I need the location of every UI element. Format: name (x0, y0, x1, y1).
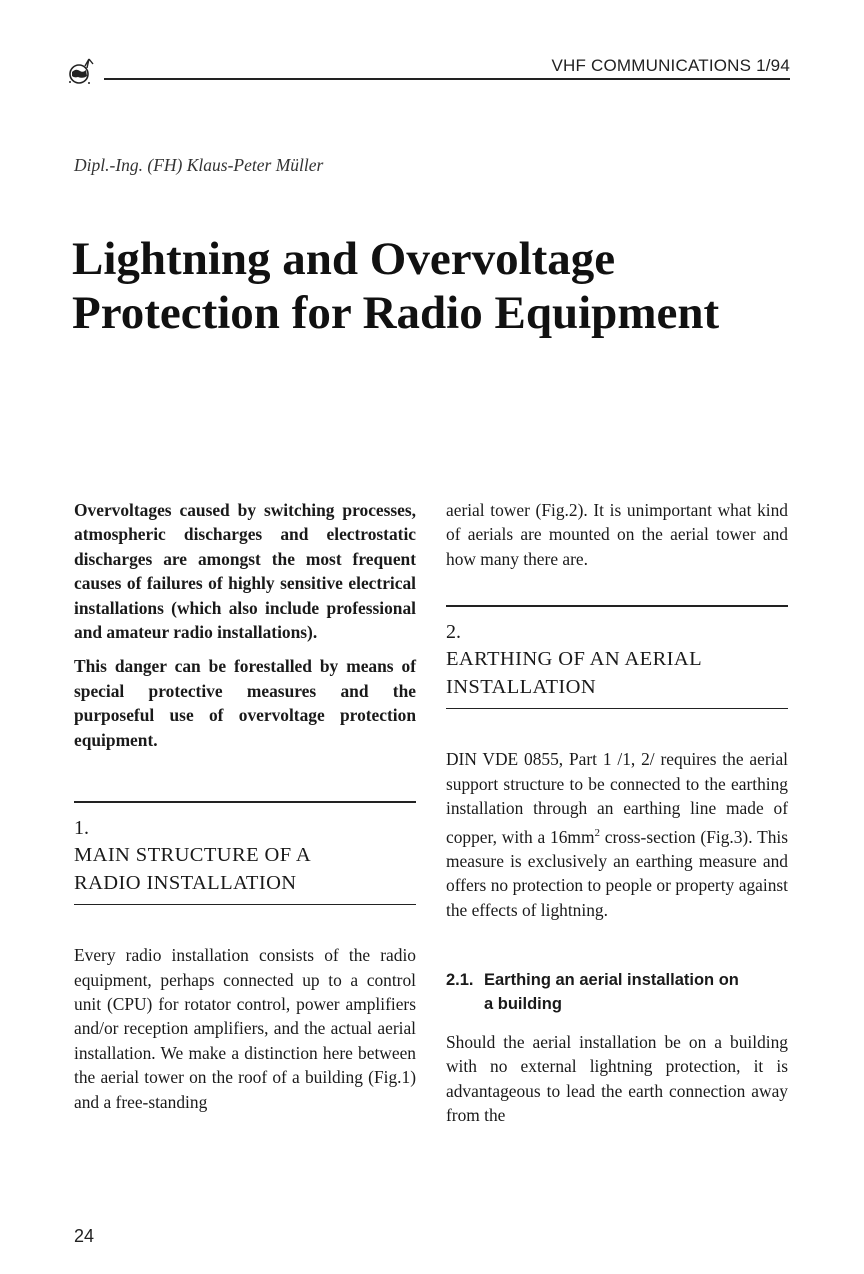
journal-header: VHF COMMUNICATIONS 1/94 (551, 56, 790, 75)
right-column (446, 498, 788, 1128)
abstract-paragraph-1: Overvoltages caused by switching processes, atmospheric discharges and electrostatic discharges are amongst the most frequent causes of failures of highly sensitive electrical installations (which also include professional and amateur radio installations). (74, 500, 416, 643)
section-1-number: 1. (74, 816, 89, 839)
section-2-title (446, 645, 788, 701)
abstract-paragraph-2: This danger can be forestalled by means of special protective measures and the purposeful use of overvoltage protection equipment. (74, 656, 416, 750)
superscript-2: 2 (594, 826, 600, 839)
section-2-number: 2. (446, 620, 461, 643)
section-2-paragraph (446, 747, 788, 922)
article-title (72, 232, 812, 340)
section-2-title-line-2: INSTALLATION (446, 675, 597, 698)
section-2-1-title-line-1: Earthing an aerial installation on (484, 971, 739, 990)
section-1-title (74, 841, 416, 897)
title-line-1: Lightning and Overvoltage (72, 233, 616, 285)
section-2-1-title-line-2: a building (484, 995, 562, 1014)
page-number: 24 (74, 1226, 95, 1246)
section-1-title-line-1: MAIN STRUCTURE OF A (74, 843, 312, 866)
header-rule (104, 78, 790, 80)
left-column (74, 498, 416, 1114)
section-1-bottom-rule (74, 904, 416, 906)
section-1-top-rule (74, 801, 416, 803)
section-2-1-number: 2.1. (446, 971, 474, 990)
author-byline: Dipl.-Ing. (FH) Klaus-Peter Müller (74, 155, 324, 175)
section-1-title-line-2: RADIO INSTALLATION (74, 871, 297, 894)
section-1-paragraph: Every radio installation consists of the radio equipment, perhaps connected up to a control unit (CPU) for rotator control, power amplifiers and/or reception amplifiers, and the actual aerial installation. We make a distinction here between the aerial tower on the roof of a building (Fig.1) and a free-standing (74, 945, 416, 1112)
globe-antenna-logo-icon (63, 56, 103, 90)
section-2-text-a: DIN VDE 0855, Part 1 /1, 2/ requires the aerial support structure to be connected to the earthing installation through an earthing line made of copper, with a 16mm (446, 749, 788, 847)
section-2-1-paragraph: Should the aerial installation be on a building with no external lightning protection, it is advantageous to lead the earth connection away from the (446, 1032, 788, 1126)
section-2-1-heading (446, 968, 788, 1016)
continued-paragraph: aerial tower (Fig.2). It is unimportant what kind of aerials are mounted on the aerial tower and how many there are. (446, 500, 788, 569)
section-2-top-rule (446, 605, 788, 607)
title-line-2: Protection for Radio Equipment (72, 287, 720, 339)
section-2-bottom-rule (446, 708, 788, 710)
section-2-title-line-1: EARTHING OF AN AERIAL (446, 647, 703, 670)
section-2-text-b: cross-section (Fig.3). This measure is exclusively an earthing measure and offers no protection to people or property against the effects of lightning. (446, 826, 788, 920)
